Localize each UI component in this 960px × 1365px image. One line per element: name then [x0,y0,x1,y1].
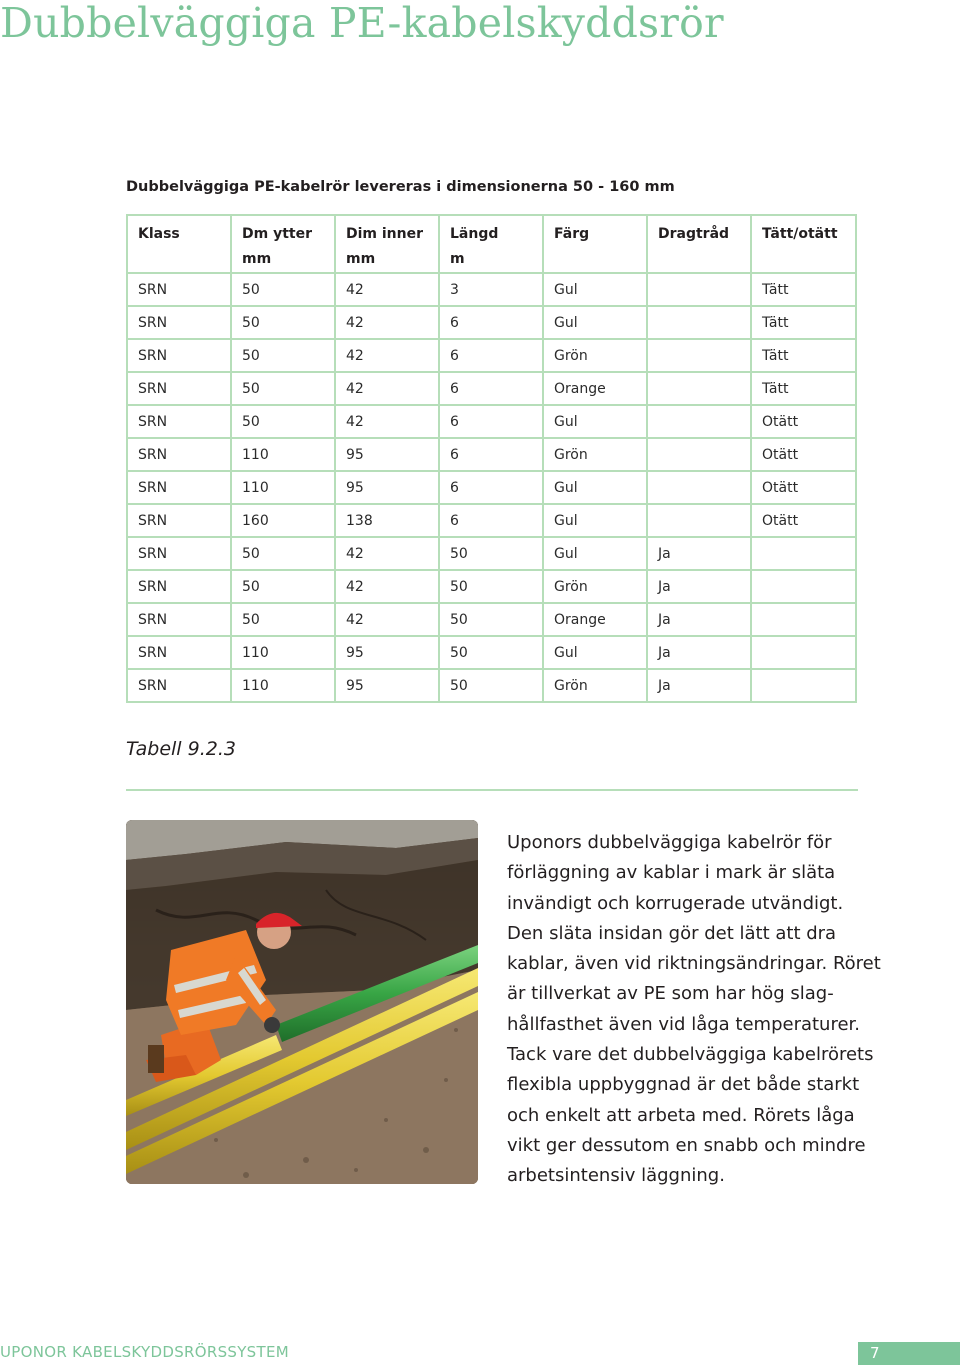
table-cell: 110 [231,669,335,702]
header-dragtrad: Dragtråd [647,215,751,273]
table-cell: 42 [335,603,439,636]
table-cell: Gul [543,471,647,504]
table-cell [647,504,751,537]
header-klass: Klass [127,215,231,273]
table-cell: 95 [335,669,439,702]
table-cell: Otätt [751,504,856,537]
text-line: och enkelt att arbeta med. Rörets låga [507,1104,855,1126]
table-cell: Ja [647,636,751,669]
table-cell [647,405,751,438]
table-cell [647,273,751,306]
table-cell: 42 [335,339,439,372]
table-row [127,471,856,504]
table-cell [647,372,751,405]
table-row [127,306,856,339]
description-paragraph [507,828,881,1192]
table-cell: 42 [335,273,439,306]
table-cell: Ja [647,570,751,603]
table-cell: 50 [439,570,543,603]
worker-pipes-photo [126,820,478,1184]
table-cell: 6 [439,372,543,405]
table-row [127,372,856,405]
table-cell: SRN [127,570,231,603]
text-line: är tillverkat av PE som har hög slag- [507,983,834,1005]
table-cell: Grön [543,339,647,372]
table-cell: Ja [647,537,751,570]
table-intro: Dubbelväggiga PE-kabelrör levereras i dimensionerna 50 - 160 mm [126,179,675,195]
table-cell: Tätt [751,306,856,339]
table-cell: Otätt [751,438,856,471]
table-cell: SRN [127,603,231,636]
table-cell: 6 [439,306,543,339]
table-cell: Gul [543,636,647,669]
table-cell: 50 [231,603,335,636]
dimensions-table [126,214,857,703]
table-header-row [127,215,856,273]
footer-title: UPONOR KABELSKYDDSRÖRSSYSTEM [0,1343,289,1361]
header-dim-inner: Dim inner mm [335,215,439,273]
table-cell: Tätt [751,273,856,306]
text-line: vikt ger dessutom en snabb och mindre [507,1134,866,1156]
table-cell: SRN [127,372,231,405]
text-line: flexibla uppbyggnad är det både starkt [507,1074,860,1096]
table-cell: Grön [543,669,647,702]
table-cell: 50 [231,405,335,438]
table-cell: 42 [335,537,439,570]
table-cell: Orange [543,372,647,405]
table-cell: SRN [127,669,231,702]
table-cell [647,438,751,471]
table-cell: 50 [439,603,543,636]
table-cell: Gul [543,537,647,570]
table-row [127,438,856,471]
table-row [127,504,856,537]
table-row [127,273,856,306]
table-row [127,636,856,669]
table-cell: Gul [543,504,647,537]
table-cell: 50 [231,273,335,306]
table-cell: SRN [127,504,231,537]
table-row [127,570,856,603]
table-cell [751,669,856,702]
table-cell: 6 [439,339,543,372]
table-cell: SRN [127,405,231,438]
table-cell: 42 [335,306,439,339]
table-cell: SRN [127,471,231,504]
table-cell [751,636,856,669]
table-cell: 3 [439,273,543,306]
table-cell: SRN [127,438,231,471]
table-cell: 160 [231,504,335,537]
header-farg: Färg [543,215,647,273]
text-line: invändigt och korrugerade utvändigt. [507,892,844,914]
table-cell [751,603,856,636]
table-cell: 42 [335,405,439,438]
table-cell: 95 [335,438,439,471]
table-cell: 42 [335,372,439,405]
table-cell: SRN [127,636,231,669]
table-cell: Grön [543,438,647,471]
table-cell: 95 [335,471,439,504]
table-cell: Gul [543,306,647,339]
table-cell: 50 [231,570,335,603]
table-cell: Otätt [751,405,856,438]
table-cell: 6 [439,438,543,471]
text-line: arbetsintensiv läggning. [507,1165,725,1187]
table-cell: 110 [231,471,335,504]
table-cell: Otätt [751,471,856,504]
table-row [127,603,856,636]
header-tatt-otatt: Tätt/otätt [751,215,856,273]
table-cell: Tätt [751,372,856,405]
text-line: Den släta insidan gör det lätt att dra [507,922,837,944]
table-cell: 50 [231,537,335,570]
table-cell: 6 [439,504,543,537]
table-caption: Tabell 9.2.3 [126,738,236,760]
header-dm-ytter: Dm ytter mm [231,215,335,273]
table-cell: Ja [647,669,751,702]
table-cell: Grön [543,570,647,603]
text-line: förläggning av kablar i mark är släta [507,862,836,884]
table-cell: 50 [439,669,543,702]
table-cell: SRN [127,339,231,372]
table-cell: 110 [231,636,335,669]
text-line: Tack vare det dubbelväggiga kabelrörets [507,1044,874,1066]
table-cell [647,471,751,504]
header-langd: Längd m [439,215,543,273]
text-line: kablar, även vid riktningsändringar. Röret [507,953,881,975]
table-row [127,339,856,372]
table-cell: 50 [439,537,543,570]
table-cell: Gul [543,273,647,306]
divider-line [126,789,858,791]
table-cell: SRN [127,273,231,306]
table-row [127,537,856,570]
table-cell [751,537,856,570]
table-row [127,405,856,438]
table-cell: Ja [647,603,751,636]
table-cell: 95 [335,636,439,669]
table-cell: 138 [335,504,439,537]
table-cell: 6 [439,405,543,438]
table-cell: Orange [543,603,647,636]
table-cell: 50 [231,372,335,405]
text-line: Uponors dubbelväggiga kabelrör för [507,832,832,853]
table-cell: 50 [231,339,335,372]
table-cell: SRN [127,306,231,339]
table-cell: Gul [543,405,647,438]
table-cell [751,570,856,603]
table-cell: 50 [439,636,543,669]
page-number: 7 [870,1344,880,1362]
text-line: hållfasthet även vid låga temperaturer. [507,1013,861,1035]
table-cell: 50 [231,306,335,339]
page-title: Dubbelväggiga PE-kabelskyddsrör [0,0,724,47]
table-cell: 6 [439,471,543,504]
table-cell: 42 [335,570,439,603]
table-cell: Tätt [751,339,856,372]
table-row [127,669,856,702]
table-cell [647,306,751,339]
table-cell [647,339,751,372]
table-cell: 110 [231,438,335,471]
table-cell: SRN [127,537,231,570]
page-number-box [858,1342,960,1365]
